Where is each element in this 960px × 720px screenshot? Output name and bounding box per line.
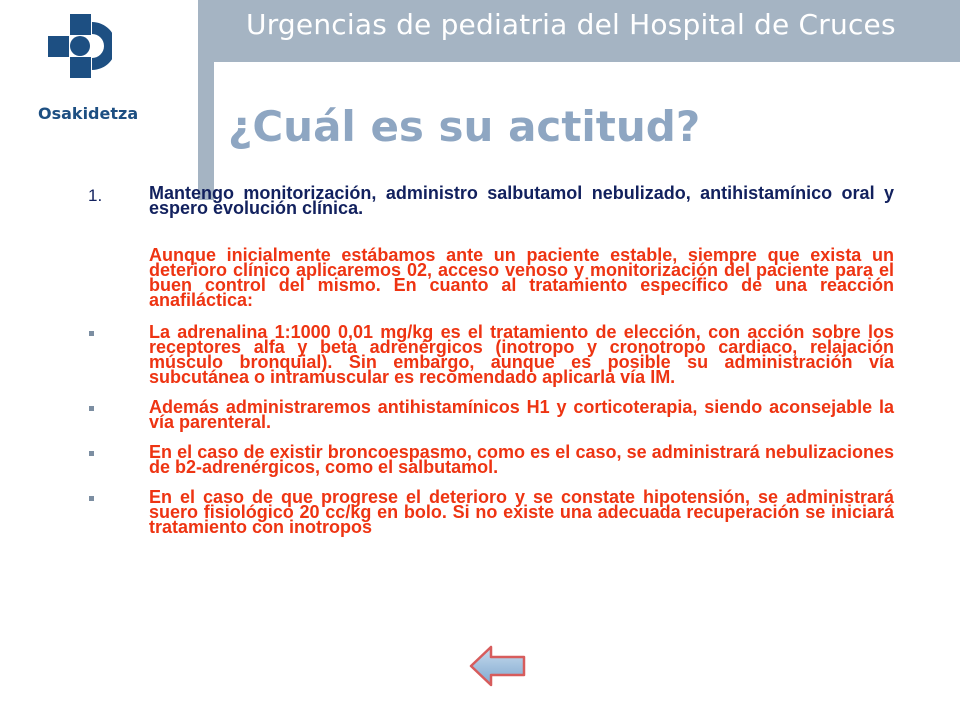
list-item xyxy=(88,322,894,387)
option-item xyxy=(88,183,894,218)
bullet-icon xyxy=(89,406,94,411)
header-title: Urgencias de pediatria del Hospital de Cruces xyxy=(246,8,896,41)
intro-text: Aunque inicialmente estábamos ante un paciente estable, siempre que exista un deterioro clínico aplicaremos 02, acceso venoso y monitorización del paciente para el buen control del mismo. En cuanto al tratamiento específico de una reacción anafiláctica: xyxy=(149,245,894,310)
explanation-intro xyxy=(88,245,894,310)
list-item xyxy=(88,487,894,537)
bullet-icon xyxy=(89,451,94,456)
left-arrow-icon[interactable] xyxy=(469,644,527,688)
bullet-text: Además administraremos antihistamínicos H1 y corticoterapia, siendo aconsejable la vía parenteral. xyxy=(149,397,894,432)
bullet-text: En el caso de que progrese el deterioro y se constate hipotensión, se administrará suero fisiológico 20 cc/kg en bolo. Si no existe una adecuada recuperación se iniciará tratamiento con inotropos xyxy=(149,487,894,537)
option-number: 1. xyxy=(88,186,103,205)
logo-wordmark: Osakidetza xyxy=(38,104,139,123)
slide-content xyxy=(88,183,894,537)
slide-title: ¿Cuál es su actitud? xyxy=(228,102,701,151)
bullet-text: En el caso de existir broncoespasmo, como es el caso, se administrará nebulizaciones de b2-adrenérgicos, como el salbutamol. xyxy=(149,442,894,477)
bullet-icon xyxy=(89,331,94,336)
list-item xyxy=(88,397,894,432)
option-text: Mantengo monitorización, administro salbutamol nebulizado, antihistamínico oral y espero evolución clínica. xyxy=(149,183,894,218)
header-vertical-bar xyxy=(198,0,214,200)
osakidetza-logo-icon xyxy=(48,14,112,78)
bullet-text: La adrenalina 1:1000 0,01 mg/kg es el tratamiento de elección, con acción sobre los receptores alfa y beta adrenérgicos (inotropo y cronotropo cardiaco, relajación músculo bronquial). Sin embargo, aunque es posible su administración vía subcutánea o intramuscular es recomendado aplicarla vía IM. xyxy=(149,322,894,387)
list-item xyxy=(88,442,894,477)
bullet-icon xyxy=(89,496,94,501)
